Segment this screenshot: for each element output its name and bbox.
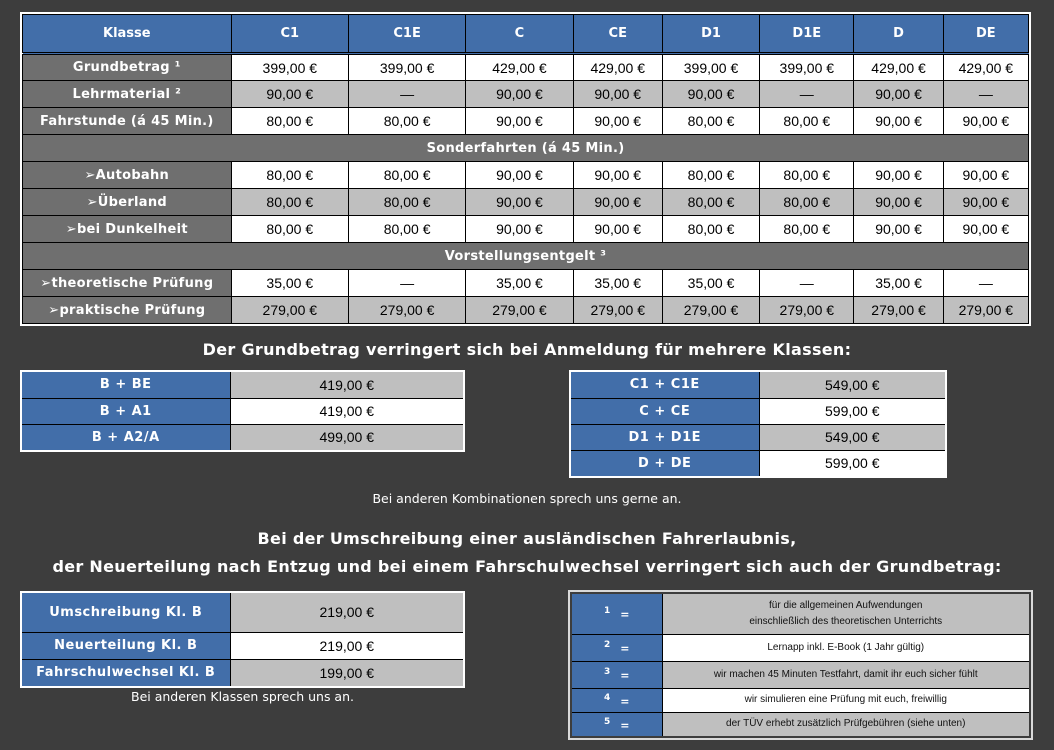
price-cell: —	[348, 81, 465, 108]
footnote-text	[662, 688, 1029, 712]
price-row	[23, 54, 1029, 81]
combo-table-left	[20, 370, 465, 452]
combo-price: 549,00 €	[759, 372, 945, 398]
price-cell: 80,00 €	[231, 216, 348, 243]
price-cell: 35,00 €	[854, 270, 943, 297]
combo-label: B + A1	[22, 398, 230, 424]
combo-label: Fahrschulwechsel Kl. B	[22, 659, 230, 686]
price-cell: 279,00 €	[854, 297, 943, 324]
price-cell: 80,00 €	[231, 162, 348, 189]
price-cell: 279,00 €	[662, 297, 759, 324]
price-cell: 429,00 €	[466, 54, 573, 81]
combo-price: 219,00 €	[230, 593, 463, 632]
price-cell: 399,00 €	[348, 54, 465, 81]
header-cell-c1: C1	[231, 15, 348, 54]
price-cell: 399,00 €	[662, 54, 759, 81]
footnote-marker	[572, 634, 662, 661]
row-label: Lehrmaterial ²	[23, 81, 232, 108]
price-cell: 279,00 €	[573, 297, 662, 324]
combo-row	[22, 593, 463, 632]
footnote-marker	[572, 688, 662, 712]
combo-table-right	[569, 370, 947, 478]
footnote-row	[572, 712, 1029, 736]
transfer-heading-line2: der Neuerteilung nach Entzug und bei einem Fahrschulwechsel verringert sich auch der Grundbetrag:	[52, 557, 1002, 576]
footnote-text-line: wir machen 45 Minuten Testfahrt, damit ihr euch sicher fühlt	[713, 668, 978, 680]
footnote-text-line: Lernapp inkl. E-Book (1 Jahr gültig)	[767, 641, 925, 653]
footnote-marker	[572, 661, 662, 688]
combo-price: 599,00 €	[759, 450, 945, 476]
combo-row	[571, 372, 945, 398]
price-row	[23, 108, 1029, 135]
price-cell: 80,00 €	[760, 216, 854, 243]
price-cell: 90,00 €	[231, 81, 348, 108]
combo-price: 419,00 €	[230, 398, 463, 424]
price-cell: 80,00 €	[231, 108, 348, 135]
combo-label: C + CE	[571, 398, 759, 424]
footnote-number: 3	[604, 667, 611, 677]
transfer-table	[20, 591, 465, 688]
price-cell: 80,00 €	[231, 189, 348, 216]
combo-price: 199,00 €	[230, 659, 463, 686]
price-cell: 90,00 €	[943, 189, 1028, 216]
header-cell-c1e: C1E	[348, 15, 465, 54]
price-cell: 90,00 €	[573, 108, 662, 135]
header-cell-c: C	[466, 15, 573, 54]
combo-heading: Der Grundbetrag verringert sich bei Anmeldung für mehrere Klassen:	[202, 340, 852, 359]
footnote-number: 4	[604, 692, 611, 703]
footnote-number: 5	[604, 716, 611, 727]
price-row	[23, 189, 1029, 216]
price-cell: —	[348, 270, 465, 297]
header-cell-d1: D1	[662, 15, 759, 54]
combo-label: Umschreibung Kl. B	[22, 593, 230, 632]
price-cell: 80,00 €	[662, 108, 759, 135]
price-cell: 90,00 €	[573, 216, 662, 243]
equals-sign: =	[620, 718, 630, 732]
price-cell: 80,00 €	[662, 189, 759, 216]
price-cell: 90,00 €	[854, 108, 943, 135]
price-cell: —	[760, 270, 854, 297]
row-label: Grundbetrag ¹	[23, 54, 232, 81]
price-cell: 90,00 €	[466, 108, 573, 135]
price-cell: 80,00 €	[348, 162, 465, 189]
price-cell: 80,00 €	[662, 216, 759, 243]
price-cell: 90,00 €	[943, 216, 1028, 243]
combo-row	[22, 659, 463, 686]
section-title-sonderfahrten: Sonderfahrten (á 45 Min.)	[23, 135, 1029, 162]
header-cell-d: D	[854, 15, 943, 54]
combo-price: 599,00 €	[759, 398, 945, 424]
footnote-marker	[572, 712, 662, 736]
price-cell: —	[760, 81, 854, 108]
price-row	[23, 297, 1029, 324]
price-cell: 80,00 €	[348, 216, 465, 243]
combo-label: Neuerteilung Kl. B	[22, 632, 230, 659]
equals-sign: =	[620, 694, 630, 708]
price-cell: 399,00 €	[231, 54, 348, 81]
price-cell: 279,00 €	[348, 297, 465, 324]
transfer-heading-line1: Bei der Umschreibung einer ausländischen Fahrerlaubnis,	[257, 529, 797, 548]
price-cell: 90,00 €	[943, 108, 1028, 135]
combo-label: C1 + C1E	[571, 372, 759, 398]
combo-price: 419,00 €	[230, 372, 463, 398]
price-cell: 399,00 €	[760, 54, 854, 81]
footnote-text	[662, 594, 1029, 634]
equals-sign: =	[620, 608, 630, 622]
price-cell: 90,00 €	[854, 81, 943, 108]
price-cell: 90,00 €	[662, 81, 759, 108]
equals-sign: =	[620, 669, 630, 682]
footnote-text-line: für die allgemeinen Aufwendungen	[769, 599, 923, 611]
footnote-text	[662, 712, 1029, 736]
price-cell: 90,00 €	[854, 216, 943, 243]
price-cell: 429,00 €	[943, 54, 1028, 81]
price-row	[23, 216, 1029, 243]
combo-row	[22, 398, 463, 424]
price-cell: 279,00 €	[231, 297, 348, 324]
footnote-row	[572, 661, 1029, 688]
price-cell: 429,00 €	[854, 54, 943, 81]
combo-row	[571, 398, 945, 424]
combo-label: B + BE	[22, 372, 230, 398]
price-cell: 90,00 €	[573, 81, 662, 108]
price-row	[23, 270, 1029, 297]
price-cell: 80,00 €	[348, 189, 465, 216]
combo-row	[571, 450, 945, 476]
price-cell: 80,00 €	[662, 162, 759, 189]
price-cell: 80,00 €	[760, 108, 854, 135]
footnote-text	[662, 634, 1029, 661]
price-cell: 90,00 €	[943, 162, 1028, 189]
footnote-legend	[568, 590, 1033, 740]
row-label: Fahrstunde (á 45 Min.)	[23, 108, 232, 135]
price-cell: 90,00 €	[573, 189, 662, 216]
combo-row	[22, 372, 463, 398]
equals-sign: =	[620, 642, 630, 655]
combo-label: D + DE	[571, 450, 759, 476]
price-cell: —	[943, 270, 1028, 297]
combo-row	[22, 424, 463, 450]
price-row	[23, 81, 1029, 108]
price-cell: 279,00 €	[943, 297, 1028, 324]
price-cell: 90,00 €	[573, 162, 662, 189]
header-cell-de: DE	[943, 15, 1028, 54]
footnote-marker	[572, 594, 662, 634]
footnote-number: 1	[604, 606, 611, 617]
price-cell: 80,00 €	[760, 162, 854, 189]
footnote-text-line: der TÜV erhebt zusätzlich Prüfgebühren (siehe unten)	[726, 718, 966, 730]
price-cell: —	[943, 81, 1028, 108]
price-cell: 429,00 €	[573, 54, 662, 81]
price-table-header	[23, 15, 1029, 54]
header-cell-d1e: D1E	[760, 15, 854, 54]
price-cell: 90,00 €	[854, 189, 943, 216]
price-cell: 80,00 €	[760, 189, 854, 216]
price-cell: 279,00 €	[760, 297, 854, 324]
price-cell: 90,00 €	[854, 162, 943, 189]
price-cell: 90,00 €	[466, 162, 573, 189]
price-cell: 90,00 €	[466, 189, 573, 216]
section-row-sonderfahrten	[23, 135, 1029, 162]
price-table	[20, 12, 1031, 326]
footnote-row	[572, 594, 1029, 634]
combo-note: Bei anderen Kombinationen sprech uns gerne an.	[372, 491, 682, 506]
row-label: ➢Autobahn	[23, 162, 232, 189]
combo-label: D1 + D1E	[571, 424, 759, 450]
combo-label: B + A2/A	[22, 424, 230, 450]
combo-row	[571, 424, 945, 450]
combo-price: 549,00 €	[759, 424, 945, 450]
price-cell: 35,00 €	[573, 270, 662, 297]
price-cell: 35,00 €	[466, 270, 573, 297]
price-cell: 80,00 €	[348, 108, 465, 135]
section-title-vorstellungsentgelt: Vorstellungsentgelt ³	[23, 243, 1029, 270]
footnote-row	[572, 688, 1029, 712]
price-row	[23, 162, 1029, 189]
row-label: ➢Überland	[23, 189, 232, 216]
footnote-text	[662, 661, 1029, 688]
combo-price: 499,00 €	[230, 424, 463, 450]
price-cell: 35,00 €	[231, 270, 348, 297]
footnote-text-line: wir simulieren eine Prüfung mit euch, freiwillig	[744, 694, 947, 705]
transfer-note: Bei anderen Klassen sprech uns an.	[131, 689, 354, 704]
row-label: ➢theoretische Prüfung	[23, 270, 232, 297]
price-cell: 90,00 €	[466, 216, 573, 243]
price-cell: 35,00 €	[662, 270, 759, 297]
header-cell-klasse: Klasse	[23, 15, 232, 54]
price-cell: 90,00 €	[466, 81, 573, 108]
row-label: ➢praktische Prüfung	[23, 297, 232, 324]
footnote-number: 2	[604, 640, 611, 650]
header-cell-ce: CE	[573, 15, 662, 54]
section-row-vorstellungsentgelt	[23, 243, 1029, 270]
combo-price: 219,00 €	[230, 632, 463, 659]
combo-row	[22, 632, 463, 659]
footnote-text-line: einschließlich des theoretischen Unterrichts	[749, 615, 943, 627]
row-label: ➢bei Dunkelheit	[23, 216, 232, 243]
footnote-row	[572, 634, 1029, 661]
price-cell: 279,00 €	[466, 297, 573, 324]
